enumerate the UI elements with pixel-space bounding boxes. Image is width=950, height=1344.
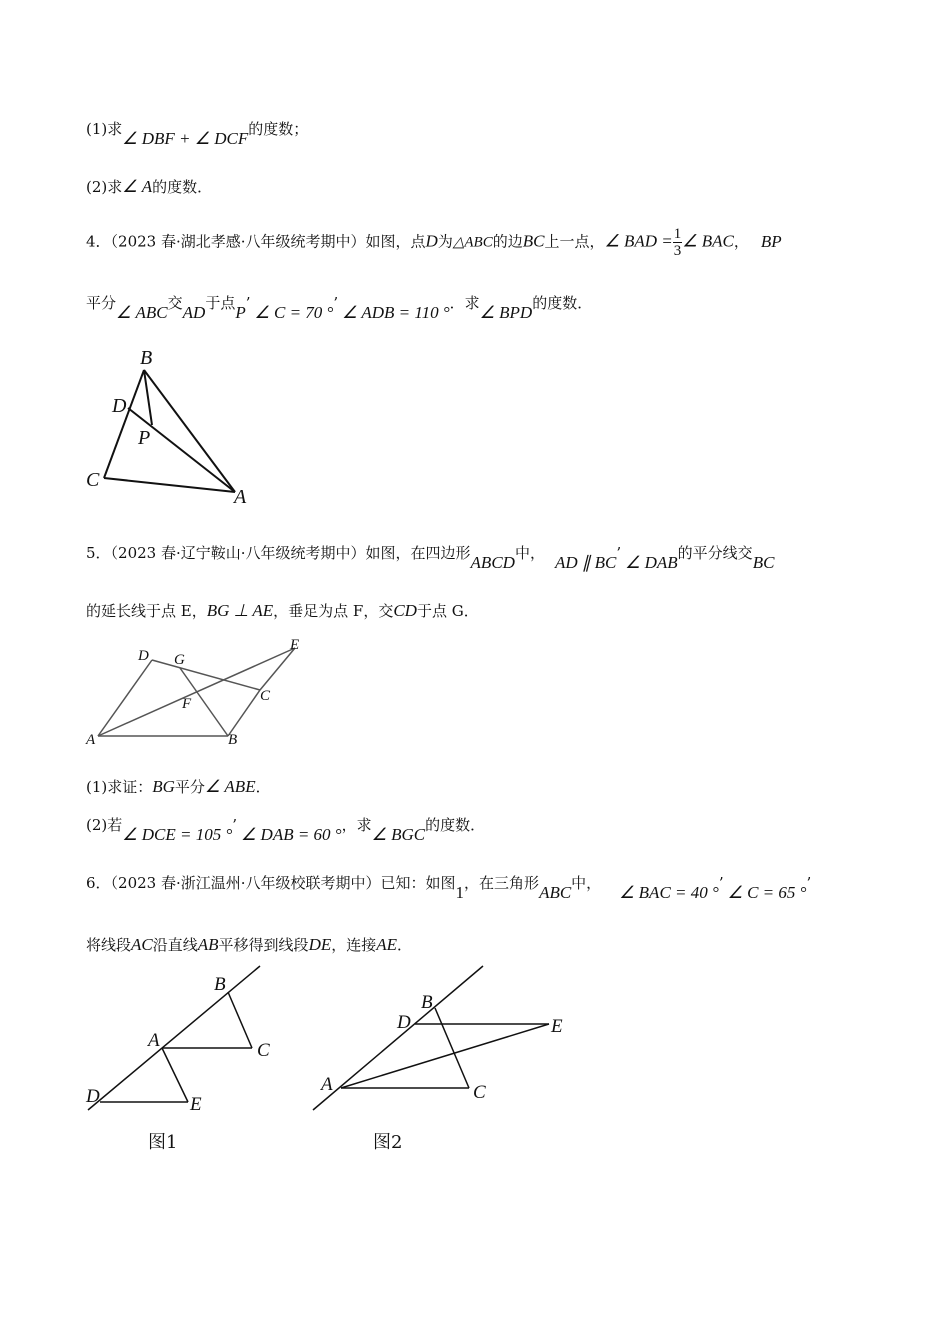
p3-q1 — [86, 118, 309, 148]
math-expr: BG ⊥ AE — [206, 601, 274, 620]
p5-q1: (1)求证：BG平分∠ ABE． — [86, 777, 271, 796]
label-C: C — [86, 469, 100, 491]
p4-line2: 平分∠ ABC交AD于点P’ ∠ C = 70 °’ ∠ ADB = 110 °．求∠ BPD的度数． — [86, 294, 593, 322]
fraction: $\frac{1}{3}$ — [673, 226, 682, 259]
math-expr: ∠ A — [122, 177, 153, 196]
math-expr: ∠ ABC — [116, 303, 168, 322]
p5-q2: (2)若∠ DCE = 105 °’ ∠ DAB = 60 °，求∠ BGC的度数． — [86, 816, 486, 844]
label-P: P — [138, 427, 151, 449]
problem-number: 4． — [86, 232, 111, 251]
q-tail: 的度数． — [152, 178, 213, 196]
label-D: D — [138, 648, 149, 664]
problem-source: （2023 春·浙江温州·八年级校联考期中） — [110, 874, 381, 892]
math-expr: ∠ BAD = — [604, 231, 673, 251]
problem-source: （2023 春·湖北孝感·八年级统考期中） — [110, 232, 366, 251]
math-var: BG — [152, 777, 175, 796]
problem-number: 6． — [86, 874, 111, 892]
p6-figure-2 — [305, 960, 585, 1160]
caption-fig2: 图2 — [373, 1132, 403, 1153]
p3-q2 — [86, 176, 212, 197]
math-var: CD — [393, 601, 417, 620]
math-var: BC — [752, 553, 775, 572]
math-var: P — [235, 303, 246, 322]
q-label: (1)求 — [86, 120, 123, 138]
label-A: A — [148, 1030, 160, 1051]
q-tail: 的度数； — [248, 120, 309, 138]
label-B: B — [421, 992, 433, 1013]
p5-line1: 5．（2023 春·辽宁鞍山·八年级统考期中）如图，在四边形ABCD中， AD ∥ BC’ ∠ DAB的平分线交BC — [86, 544, 775, 572]
label-C: C — [260, 688, 271, 704]
p4-line1: 4．（2023 春·湖北孝感·八年级统考期中）如图，点D为△ABC的边BC上一点，∠ BAD = $\frac{1}{3}$ ∠ BAC， BP — [86, 226, 782, 259]
label-C: C — [473, 1082, 486, 1103]
label-C: C — [257, 1040, 270, 1061]
math-var: ABC — [539, 883, 572, 902]
problem-number: 5． — [86, 544, 111, 562]
math-var: AD — [182, 303, 206, 322]
math-var: BP — [760, 231, 782, 251]
p5-figure — [80, 630, 320, 750]
math-var: D — [425, 231, 438, 251]
math-expr: △ABC — [452, 234, 493, 251]
label-D: D — [397, 1012, 411, 1033]
label-G: G — [174, 652, 185, 668]
label-B: B — [228, 732, 238, 748]
math-expr: ∠ DAB — [625, 553, 678, 572]
label-A: A — [234, 486, 247, 508]
problem-source: （2023 春·辽宁鞍山·八年级统考期中） — [110, 544, 366, 562]
label-E: E — [551, 1016, 563, 1037]
p4-figure — [80, 340, 280, 510]
label-D: D — [112, 395, 127, 417]
math-expr: ∠ C = 70 ° — [254, 303, 334, 322]
math-expr: ∠ DCE = 105 ° — [122, 825, 233, 844]
math-expr: ∠ DAB = 60 ° — [241, 825, 342, 844]
label-D: D — [86, 1086, 100, 1107]
math-var: AE — [376, 935, 398, 954]
label-E: E — [190, 1094, 202, 1115]
q-label: (2)求 — [86, 178, 123, 196]
label-A: A — [321, 1074, 333, 1095]
math-expr: ∠ ADB = 110 ° — [342, 303, 450, 322]
math-expr: ∠ BAC = 40 ° — [619, 883, 719, 902]
caption-fig1: 图1 — [148, 1132, 178, 1153]
math-expr: ∠ BAC — [682, 231, 734, 251]
math-expr: ∠ C = 65 ° — [727, 883, 807, 902]
math-var: AC — [131, 935, 153, 954]
label-F: F — [182, 696, 192, 712]
math-expr: AD ∥ BC — [554, 553, 617, 572]
math-var: ABCD — [470, 553, 515, 572]
p5-line2: 的延长线于点 E，BG ⊥ AE，垂足为点 F，交CD于点 G． — [86, 601, 479, 620]
label-B: B — [214, 974, 226, 995]
math-expr: ∠ ABE — [204, 777, 256, 796]
math-expr: ∠ BGC — [371, 825, 426, 844]
math-expr: ∠ BPD — [479, 303, 533, 322]
label-E: E — [290, 637, 300, 653]
label-B: B — [140, 347, 153, 369]
math-var: BC — [522, 231, 545, 251]
label-A: A — [86, 732, 96, 748]
math-var: DE — [308, 935, 332, 954]
p6-line2: 将线段AC沿直线AB平移得到线段DE，连接AE． — [86, 935, 413, 954]
math-expr: ∠ DBF + ∠ DCF — [122, 129, 249, 148]
math-var: AB — [197, 935, 219, 954]
p6-figure-1 — [80, 960, 290, 1160]
p6-line1: 6．（2023 春·浙江温州·八年级校联考期中）已知：如图1，在三角形ABC中， ∠ BAC = 40 °’ ∠ C = 65 °’ — [86, 874, 812, 902]
